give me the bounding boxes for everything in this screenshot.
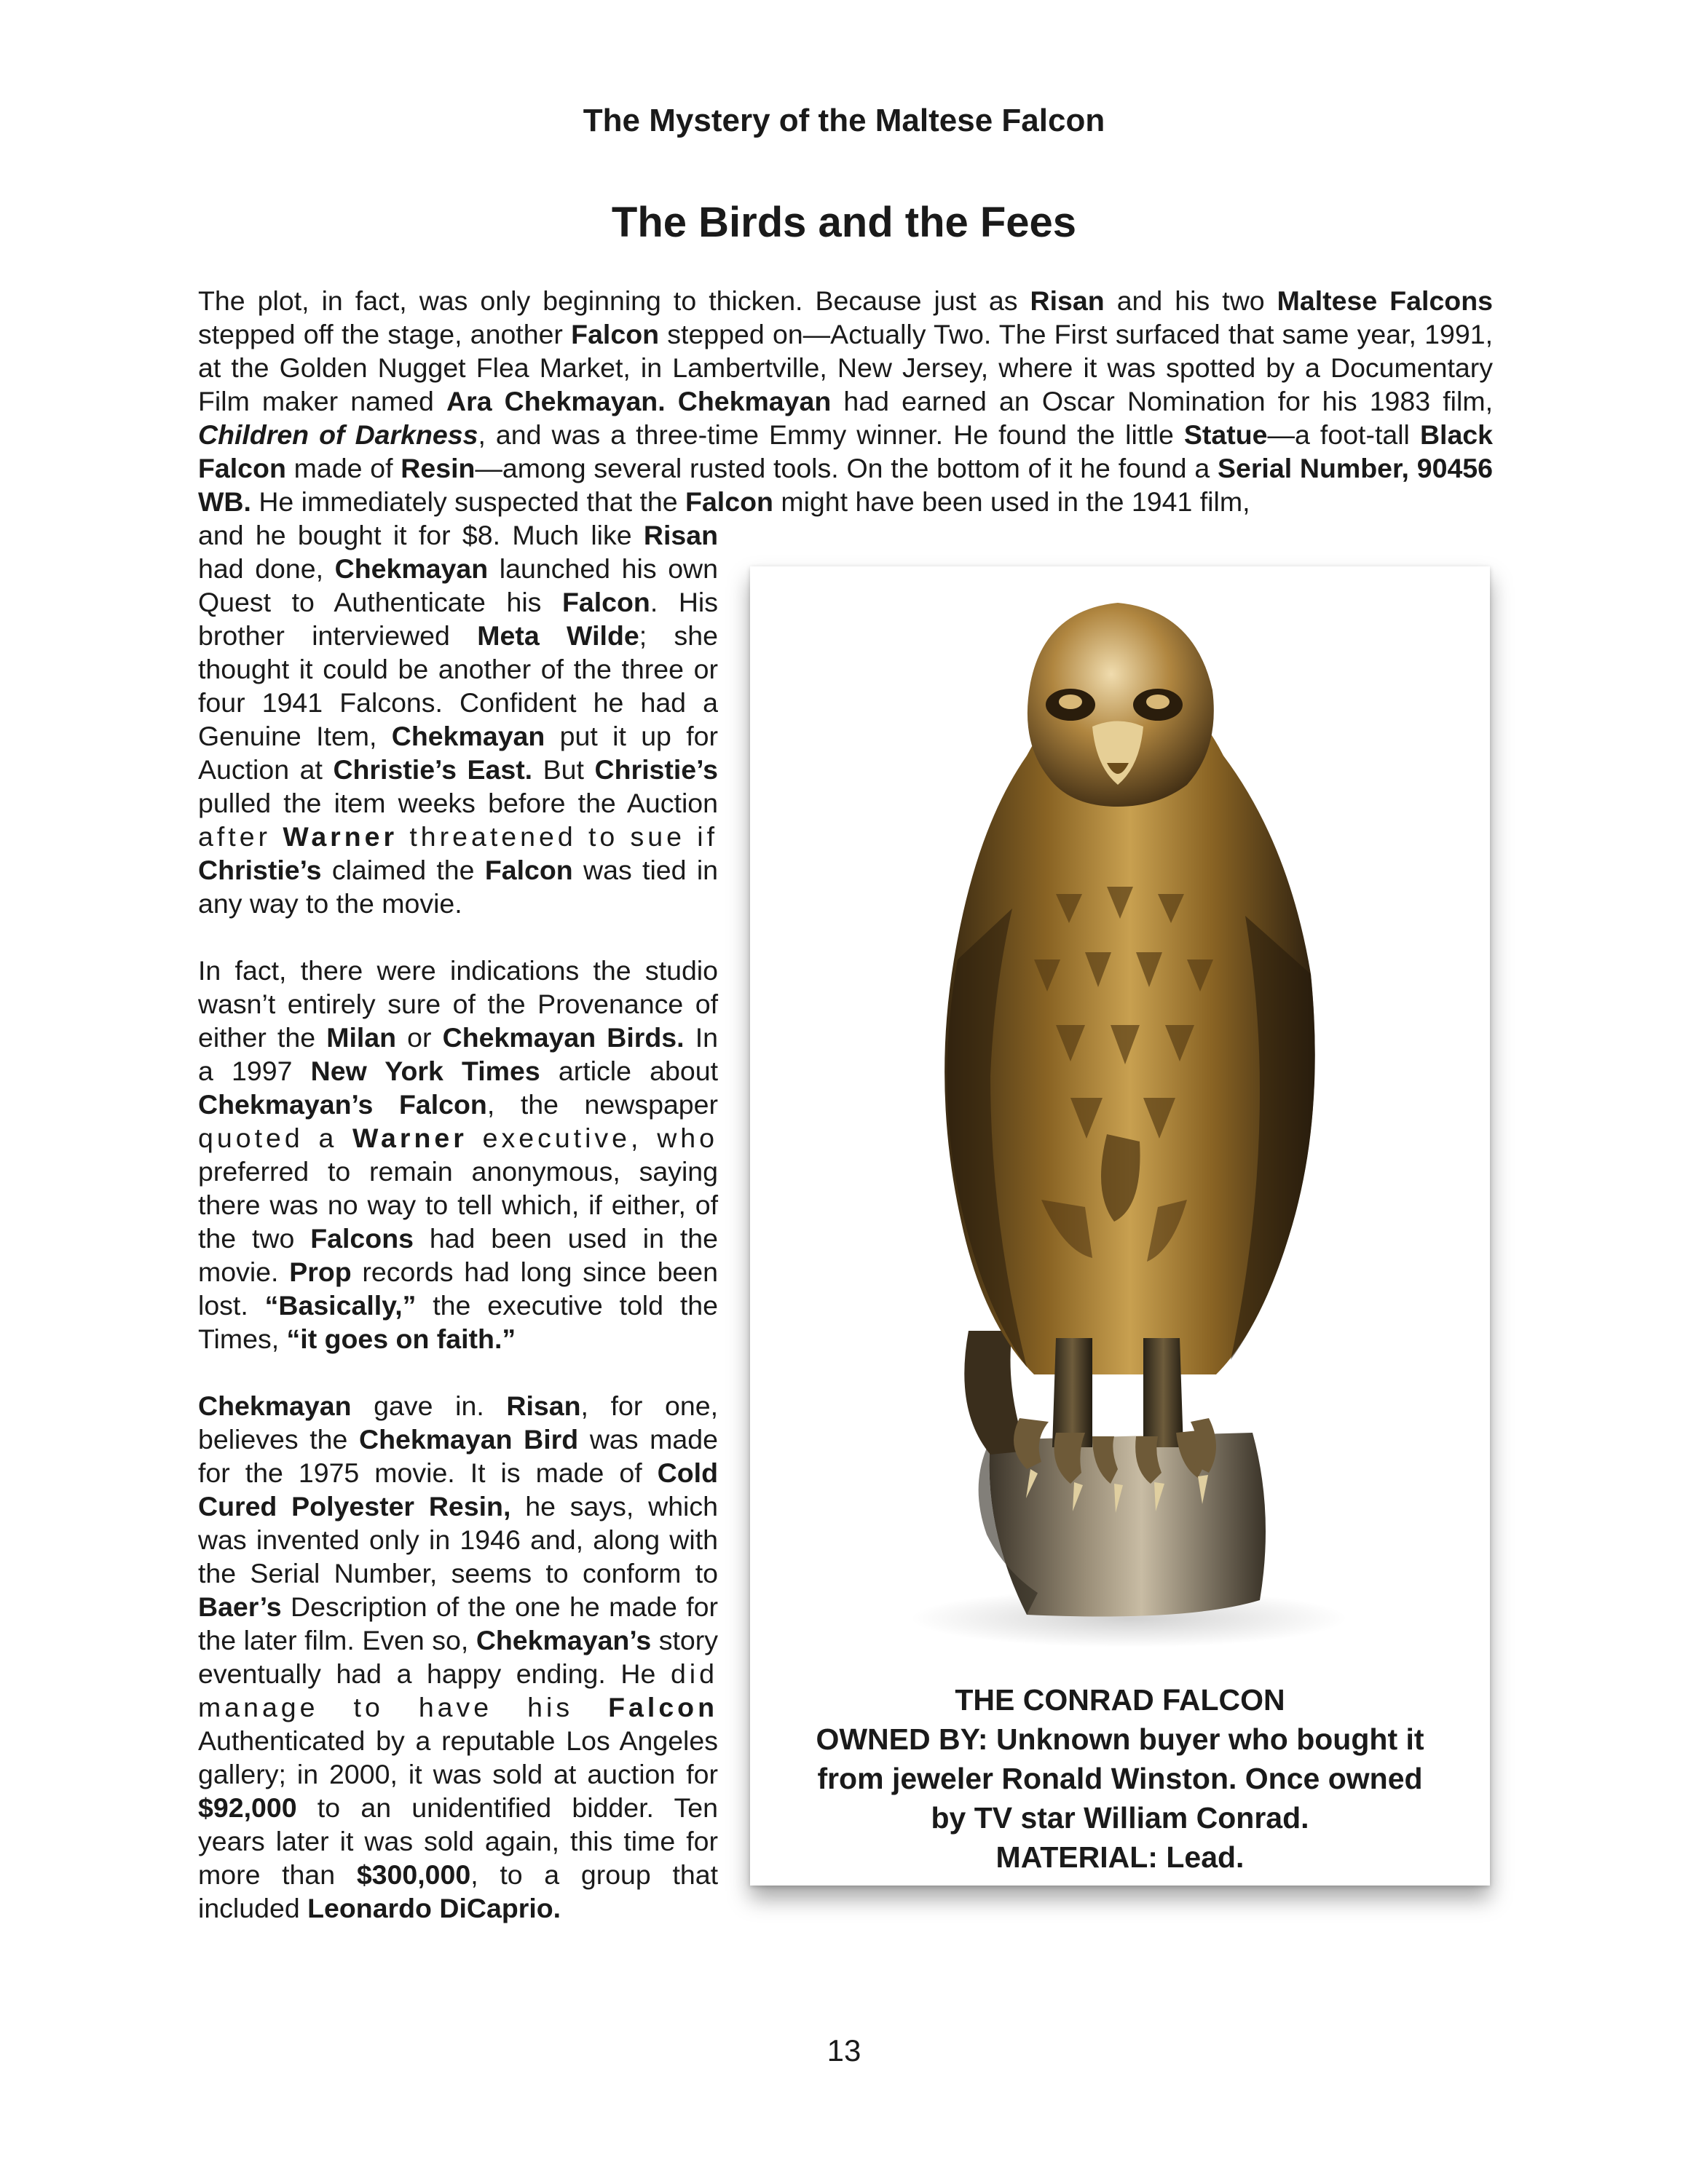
- caption-line: from jeweler Ronald Winston. Once owned: [817, 1762, 1423, 1795]
- caption-line: THE CONRAD FALCON: [955, 1683, 1285, 1717]
- caption-line: by TV star William Conrad.: [931, 1801, 1309, 1835]
- intro-paragraph: The plot, in fact, was only beginning to thicken. Because just as Risan and his two Maltese Falcons stepped off the stage, another Falcon stepped on—Actually Two. The First surfaced that same year, 1991, at the Golden Nugget Flea Market, in Lambertville, New Jersey, where it was spotted by a Documentary Film maker named Ara Chekmayan. Chekmayan had earned an Oscar Nomination for his 1983 film, Children of Darkness, and was a three-time Emmy winner. He found the little Statue—a foot-tall Black Falcon made of Resin—among several rusted tools. On the bottom of it he found a Serial Number, 90456 WB. He immediately suspected that the Falcon might have been used in the 1941 film,: [198, 285, 1494, 517]
- running-head: The Mystery of the Maltese Falcon: [583, 103, 1105, 138]
- caption-line: MATERIAL: Lead.: [995, 1840, 1245, 1874]
- paragraph-provenance: In fact, there were indications the studio wasn’t entirely sure of the Provenance of either the Milan or Chekmayan Birds. In a 1997 New York Times article about Chekmayan’s Falcon, the newspaper quoted a Warner executive, who preferred to remain anonymous, saying there was no way to tell which, if either, of the two Falcons had been used in the movie. Prop records had long since been lost. “Basically,” the executive told the Times, “it goes on faith.”: [198, 955, 719, 1354]
- paragraph-auction: and he bought it for $8. Much like Risan had done, Chekmayan launched his own Quest to Authenticate his Falcon. His brother interviewed Meta Wilde; she thought it could be another of the three or four 1941 Falcons. Confident he had a Genuine Item, Chekmayan put it up for Auction at Christie’s East. But Christie’s pulled the item weeks before the Auction after Warner threatened to sue if Christie’s claimed the Falcon was tied in any way to the movie.: [198, 520, 719, 919]
- text-column: [198, 518, 718, 1925]
- falcon-figure: [750, 566, 1490, 1886]
- caption-line: OWNED BY: Unknown buyer who bought it: [816, 1722, 1424, 1756]
- chapter-title: The Birds and the Fees: [611, 199, 1077, 246]
- falcon-statue-image: [750, 566, 1490, 1673]
- paragraph-sale: Chekmayan gave in. Risan, for one, believes the Chekmayan Bird was made for the 1975 movie. It is made of Cold Cured Polyester Resin, he says, which was invented only in 1946 and, along with the Serial Number, seems to conform to Baer’s Description of the one he made for the later film. Even so, Chekmayan’s story eventually had a happy ending. He did manage to have his Falcon Authenticated by a reputable Los Angeles gallery; in 2000, it was sold at auction for $92,000 to an unidentified bidder. Ten years later it was sold again, this time for more than $300,000, to a group that included Leonardo DiCaprio.: [198, 1390, 719, 1923]
- figure-caption: [750, 1680, 1490, 1877]
- page-number: 13: [827, 2033, 861, 2068]
